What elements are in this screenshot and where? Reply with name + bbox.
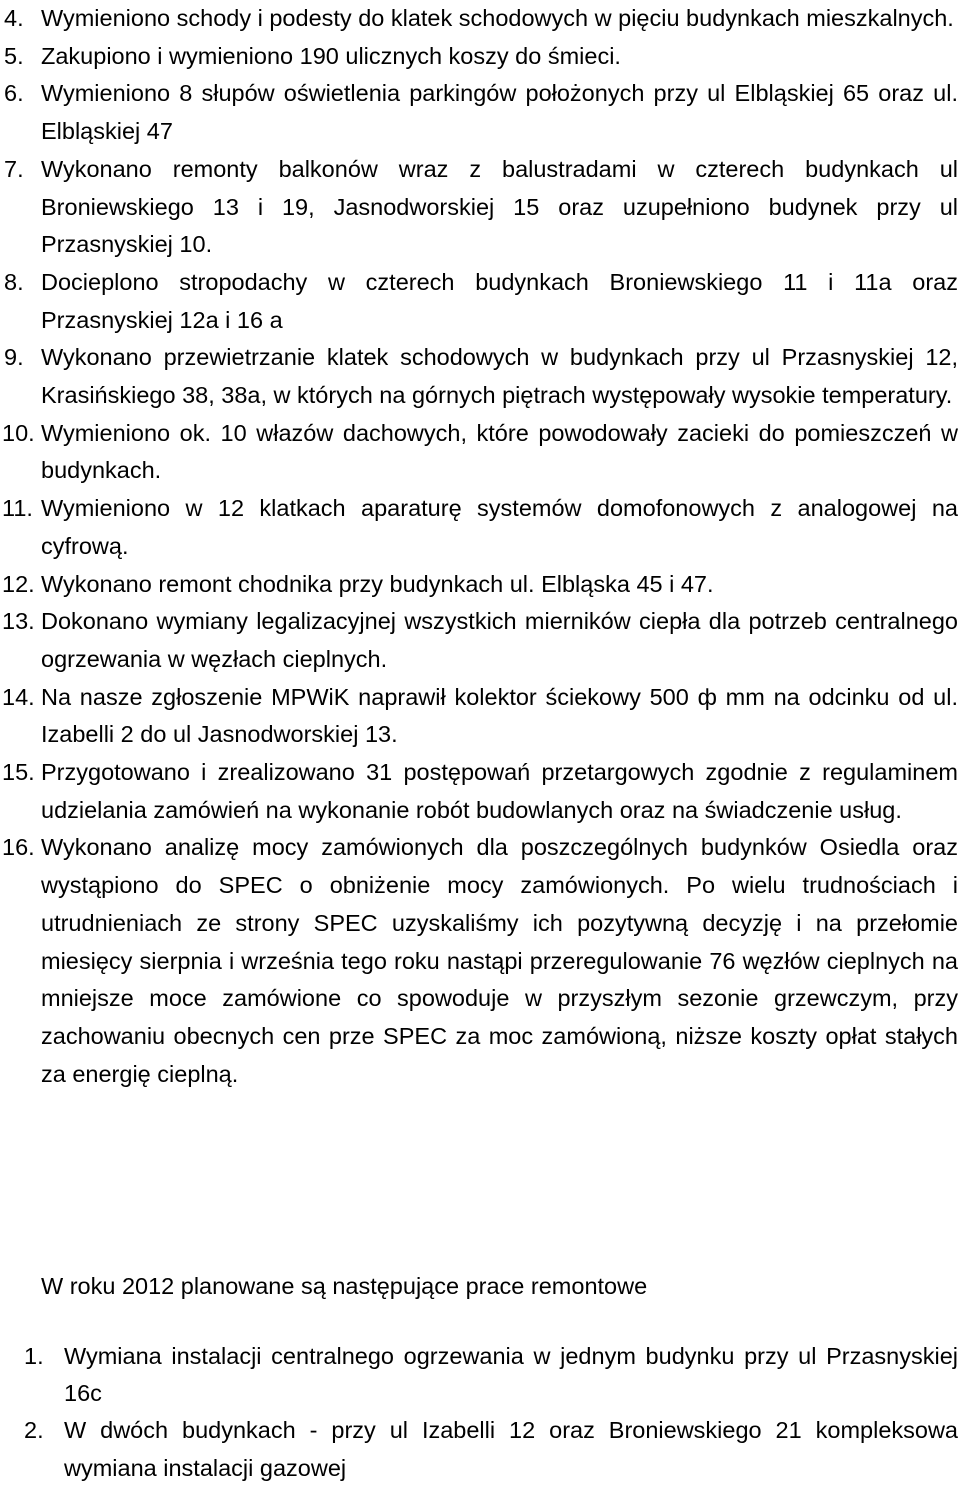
list-item-text: Wykonano analizę mocy zamówionych dla poszczególnych budynków Osiedla oraz wystąpiono do SPEC o obniżenie mocy zamówionych. Po wielu trudnościach i utrudnieniach ze strony SPEC uzyskaliśmy ich pozytywną decyzję i na przełomie miesięcy sierpnia i września tego roku nastąpi przeregulowanie 76 węzłów cieplnych na mniejsze moce zamówione co spowoduje w przyszłym sezonie grzewczym, przy zachowaniu obecnych cen prze SPEC za moc zamówioną, niższe koszty opłat stałych za energię cieplną.	[41, 834, 958, 1087]
list-item-number: 10.	[2, 419, 35, 446]
list-item-number: 9.	[4, 344, 24, 371]
list-item-text: Dokonano wymiany legalizacyjnej wszystkich mierników ciepła dla potrzeb centralnego ogrzewania w węzłach cieplnych.	[41, 608, 958, 672]
list-item-number: 15.	[2, 759, 35, 786]
list-item	[0, 75, 960, 150]
list-item	[0, 264, 960, 339]
list-item-text: W dwóch budynkach - przy ul Izabelli 12 oraz Broniewskiego 21 kompleksowa wymiana instalacji gazowej	[64, 1417, 958, 1481]
list-item-text: Przygotowano i zrealizowano 31 postępowań przetargowych zgodnie z regulaminem udzielania zamówień na wykonanie robót budowlanych oraz na świadczenie usług.	[41, 759, 958, 823]
list-item-text: Zakupiono i wymieniono 190 ulicznych koszy do śmieci.	[41, 42, 621, 69]
list-item-number: 8.	[4, 268, 24, 295]
list-item-text: Docieplono stropodachy w czterech budynkach Broniewskiego 11 i 11a oraz Przasnyskiej 12a i 16 a	[41, 268, 958, 333]
list-item	[0, 679, 960, 754]
list-item-number: 14.	[2, 683, 35, 710]
plan-heading: W roku 2012 planowane są następujące prace remontowe	[41, 1273, 648, 1299]
list-item	[0, 603, 960, 678]
list-item-text: Wykonano przewietrzanie klatek schodowych w budynkach przy ul Przasnyskiej 12, Krasińskiego 38, 38a, w których na górnych piętrach występowały wysokie temperatury.	[41, 344, 958, 409]
list-item	[0, 754, 960, 829]
list-item	[0, 566, 960, 604]
list-item-number: 1.	[24, 1343, 44, 1369]
list-item-text: Wymieniono ok. 10 włazów dachowych, które powodowały zacieki do pomieszczeń w budynkach.	[41, 419, 958, 484]
list-item-text: Wykonano remont chodnika przy budynkach ul. Elbląska 45 i 47.	[41, 570, 714, 597]
list-item-text: Wykonano remonty balkonów wraz z balustradami w czterech budynkach ul Broniewskiego 13 i 19, Jasnodworskiej 15 oraz uzupełniono budynek przy ul Przasnyskiej 10.	[41, 155, 958, 258]
list-item	[0, 829, 960, 1093]
list-item-number: 7.	[4, 155, 24, 182]
planned-works-list	[0, 1338, 960, 1487]
list-item-number: 16.	[2, 834, 35, 861]
list-item-text: Wymieniono w 12 klatkach aparaturę systemów domofonowych z analogowej na cyfrową.	[41, 495, 958, 559]
list-item	[0, 490, 960, 565]
list-item-number: 12.	[2, 570, 35, 597]
list-item-text: Wymieniono schody i podesty do klatek schodowych w pięciu budynkach mieszkalnych.	[41, 5, 954, 31]
list-item-number: 5.	[4, 42, 24, 69]
list-item	[0, 1412, 960, 1486]
list-item-text: Wymieniono 8 słupów oświetlenia parkingów położonych przy ul Elbląskiej 65 oraz ul. Elbląskiej 47	[41, 80, 958, 145]
list-item	[0, 1338, 960, 1412]
list-item	[0, 38, 960, 76]
list-item	[0, 339, 960, 414]
list-item	[0, 151, 960, 264]
list-item-number: 11.	[2, 495, 33, 522]
list-item	[0, 0, 960, 38]
list-item-number: 4.	[4, 5, 24, 31]
list-item-number: 6.	[4, 80, 24, 107]
list-item-number: 2.	[24, 1417, 44, 1444]
list-item	[0, 415, 960, 490]
list-item-text: Na nasze zgłoszenie MPWiK naprawił kolektor ściekowy 500 ф mm na odcinku od ul. Izabelli 2 do ul Jasnodworskiej 13.	[41, 683, 958, 748]
list-item-number: 13.	[2, 608, 35, 635]
list-item-text: Wymiana instalacji centralnego ogrzewania w jednym budynku przy ul Przasnyskiej 16c	[64, 1343, 958, 1407]
